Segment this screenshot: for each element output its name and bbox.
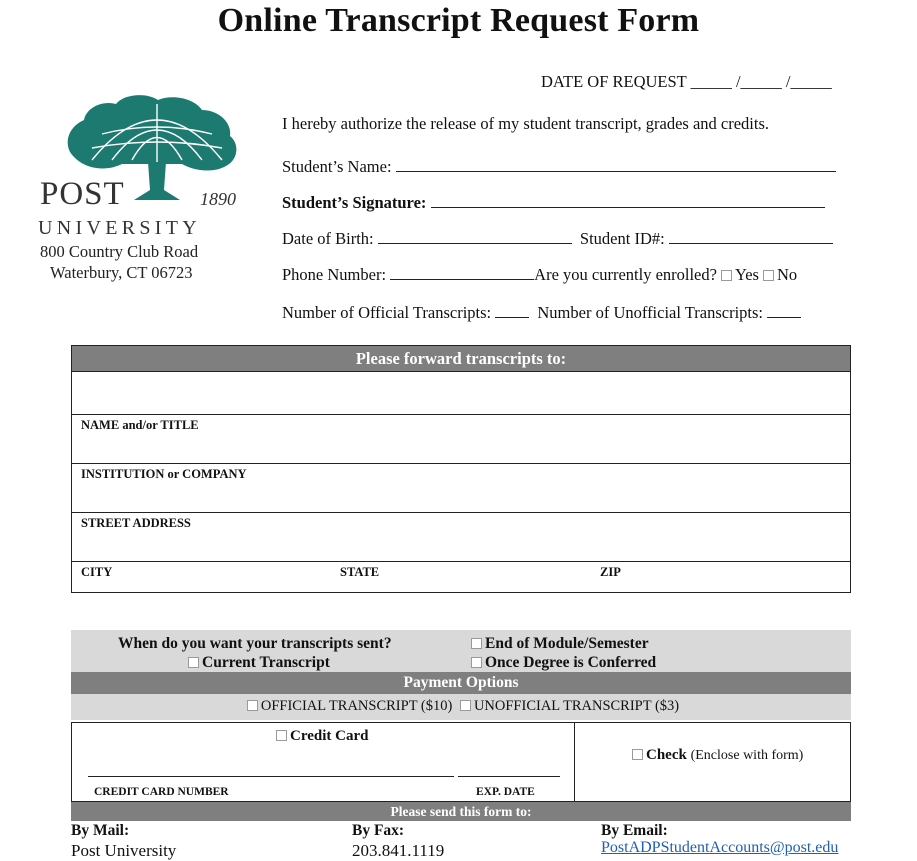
payment-method-box (71, 722, 851, 802)
credit-card-label: Credit Card (290, 728, 369, 744)
current-transcript-checkbox[interactable] (188, 657, 199, 668)
check-label: Check (646, 747, 687, 763)
student-name-field[interactable] (396, 158, 836, 172)
payment-divider (574, 723, 575, 801)
dob-field[interactable] (378, 230, 572, 244)
student-signature-field[interactable] (431, 194, 825, 208)
institution-row[interactable] (72, 463, 850, 512)
timing-current-option[interactable] (184, 654, 330, 672)
timing-degree-option[interactable] (467, 654, 656, 672)
by-fax-value: 203.841.1119 (352, 841, 445, 860)
by-mail-label: By Mail: (71, 822, 130, 839)
check-option[interactable] (628, 747, 803, 764)
forward-address-box (71, 345, 851, 593)
name-title-label: NAME and/or TITLE (81, 418, 199, 432)
official-count-label: Number of Official Transcripts: (282, 303, 492, 322)
end-module-label: End of Module/Semester (485, 635, 649, 652)
check-checkbox[interactable] (632, 749, 643, 760)
recipient-blank-row[interactable] (72, 372, 850, 415)
credit-card-number-label: CREDIT CARD NUMBER (94, 786, 229, 798)
institution-label: INSTITUTION or COMPANY (81, 467, 247, 481)
city-state-zip-row[interactable] (72, 561, 850, 592)
zip-label: ZIP (600, 565, 621, 579)
exp-date-line[interactable] (458, 776, 560, 777)
official-count-field[interactable] (495, 304, 529, 318)
official-transcript-label: OFFICIAL TRANSCRIPT ($10) (260, 698, 453, 714)
forward-header: Please forward transcripts to: (72, 346, 850, 372)
form-title: Online Transcript Request Form (217, 2, 700, 39)
logo-address-line2: Waterbury, CT 06723 (50, 263, 193, 282)
student-name-row (282, 157, 836, 177)
student-id-field[interactable] (669, 230, 833, 244)
phone-label: Phone Number: (282, 265, 387, 284)
enrolled-no-checkbox[interactable] (763, 270, 774, 281)
student-signature-row (282, 193, 825, 213)
student-id-label: Student ID#: (579, 229, 665, 248)
send-header: Please send this form to: (71, 802, 851, 821)
logo-address-line1: 800 Country Club Road (40, 242, 199, 261)
phone-field[interactable] (390, 266, 534, 280)
payment-header: Payment Options (71, 672, 851, 694)
name-title-row[interactable] (72, 414, 850, 463)
check-note: (Enclose with form) (690, 748, 804, 763)
degree-conferred-checkbox[interactable] (471, 657, 482, 668)
transcript-count-row (282, 303, 801, 323)
exp-date-label: EXP. DATE (476, 786, 535, 798)
logo-university-text: UNIVERSITY (38, 217, 201, 239)
logo-post-text: POST (40, 176, 125, 212)
timing-section (71, 630, 851, 672)
credit-card-number-line[interactable] (88, 776, 454, 777)
timing-question: When do you want your transcripts sent? (118, 635, 392, 652)
email-link[interactable]: PostADPStudentAccounts@post.edu (601, 839, 839, 856)
degree-conferred-label: Once Degree is Conferred (485, 654, 657, 671)
phone-enrolled-row (282, 265, 797, 285)
unofficial-transcript-label: UNOFFICIAL TRANSCRIPT ($3) (473, 698, 680, 714)
logo-year: 1890 (200, 189, 236, 209)
post-university-logo (36, 90, 246, 290)
unofficial-count-label: Number of Unofficial Transcripts: (537, 303, 764, 322)
street-row[interactable] (72, 512, 850, 561)
unofficial-transcript-checkbox[interactable] (460, 700, 471, 711)
by-email-label: By Email: (601, 822, 668, 839)
unofficial-count-field[interactable] (767, 304, 801, 318)
enrolled-question: Are you currently enrolled? (534, 265, 717, 284)
enrolled-no-label: No (776, 265, 798, 284)
by-mail-value: Post University (71, 841, 177, 860)
official-transcript-checkbox[interactable] (247, 700, 258, 711)
credit-card-checkbox[interactable] (276, 730, 287, 741)
authorize-text: I hereby authorize the release of my student transcript, grades and credits. (282, 114, 770, 133)
date-of-request[interactable]: DATE OF REQUEST _____ /_____ /_____ (541, 72, 832, 91)
city-label: CITY (81, 565, 113, 579)
credit-card-option[interactable] (272, 728, 368, 745)
enrolled-yes-label: Yes (734, 265, 759, 284)
student-signature-label: Student’s Signature: (282, 193, 427, 212)
enrolled-yes-checkbox[interactable] (721, 270, 732, 281)
dob-label: Date of Birth: (282, 229, 374, 248)
end-module-checkbox[interactable] (471, 638, 482, 649)
dob-id-row (282, 229, 833, 249)
street-label: STREET ADDRESS (81, 516, 191, 530)
state-label: STATE (340, 565, 380, 579)
current-transcript-label: Current Transcript (202, 654, 330, 671)
payment-options-row (71, 694, 851, 720)
by-fax-label: By Fax: (352, 822, 405, 839)
timing-end-module-option[interactable] (467, 635, 649, 653)
student-name-label: Student’s Name: (282, 157, 392, 176)
